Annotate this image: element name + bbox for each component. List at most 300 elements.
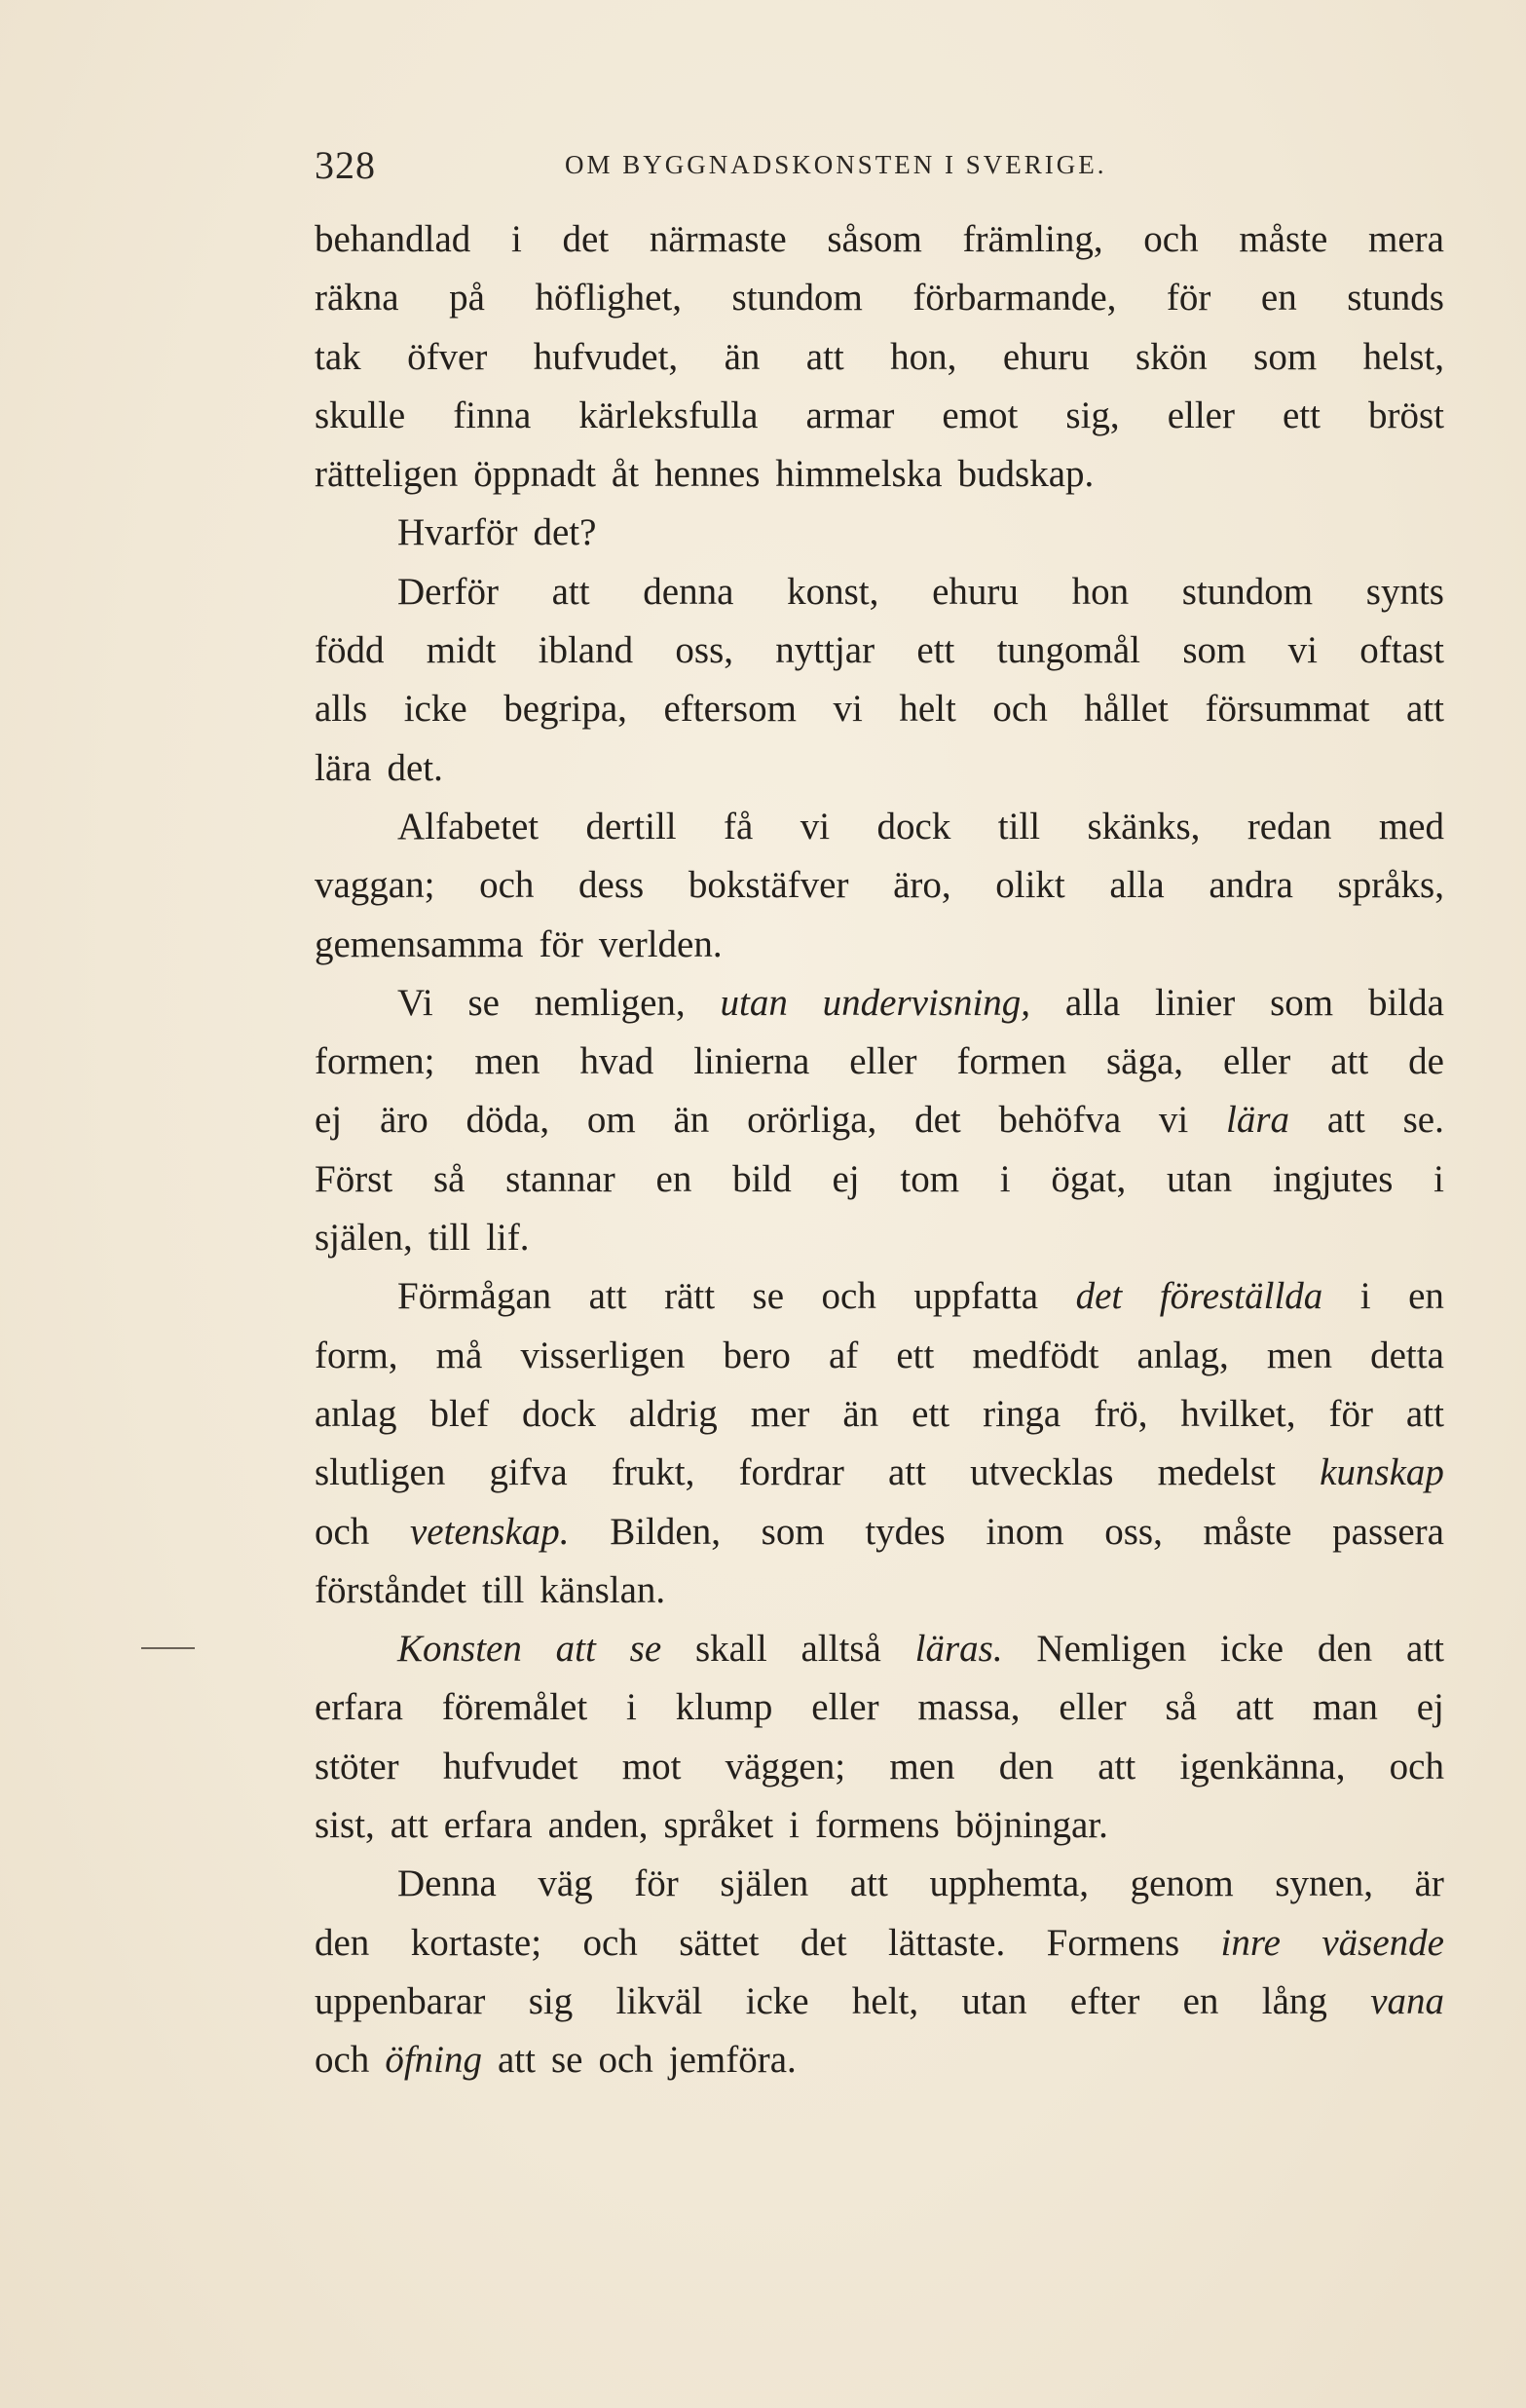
word: form, — [315, 1334, 398, 1376]
word: ett — [916, 629, 955, 672]
word: behöfva — [998, 1099, 1122, 1142]
word: formens — [815, 1804, 940, 1847]
word: eller — [1059, 1686, 1127, 1729]
word: de — [1408, 1040, 1444, 1083]
word: bokstäfver — [688, 864, 849, 907]
word: Hvarför — [397, 511, 518, 554]
word: att — [805, 335, 844, 378]
text-line — [315, 445, 1444, 504]
word: lång — [1261, 1979, 1327, 2022]
word: dock — [876, 805, 951, 847]
word: den — [998, 1745, 1054, 1787]
word: Först — [315, 1157, 393, 1200]
word: till — [997, 805, 1041, 847]
word: vi — [1287, 629, 1318, 672]
word: än — [673, 1099, 710, 1142]
text-line — [315, 328, 1444, 387]
word: Bilden, — [610, 1510, 721, 1553]
word: mot — [621, 1745, 682, 1787]
word: tungomål — [996, 629, 1141, 672]
word: hållet — [1084, 688, 1169, 731]
text-line — [315, 563, 1444, 621]
word: emot — [942, 394, 1019, 436]
italic-word: föreställda — [1159, 1275, 1323, 1318]
word: om — [586, 1099, 636, 1142]
word: anlag — [315, 1392, 397, 1435]
text-line — [315, 210, 1444, 269]
word: frö, — [1094, 1392, 1148, 1435]
word: ett — [896, 1334, 935, 1376]
italic-word: väsende — [1321, 1921, 1444, 1964]
word: som — [1182, 629, 1247, 672]
word: själen, — [315, 1217, 413, 1260]
word: försummat — [1205, 688, 1370, 731]
word: en — [1260, 277, 1297, 320]
word: som — [1270, 981, 1334, 1024]
text-line — [315, 1267, 1444, 1326]
word: sig — [528, 1979, 574, 2022]
word: att — [1326, 1099, 1365, 1142]
word: se. — [1402, 1099, 1444, 1142]
word: stunds — [1347, 277, 1444, 320]
italic-word: undervisning, — [822, 981, 1031, 1024]
word: erfara — [443, 1804, 533, 1847]
word: och — [992, 688, 1048, 731]
word: slutligen — [315, 1451, 446, 1494]
word: är — [1414, 1862, 1444, 1905]
word: alla — [1109, 864, 1165, 907]
word: dertill — [585, 805, 677, 847]
word: med — [1378, 805, 1444, 847]
text-line — [315, 1503, 1444, 1561]
italic-word: Konsten — [397, 1628, 522, 1671]
word: född — [315, 629, 385, 672]
word: medelst — [1157, 1451, 1276, 1494]
word: ej — [315, 1099, 343, 1142]
word: skön — [1135, 335, 1208, 378]
word: den — [315, 1921, 370, 1964]
word: och — [1389, 1745, 1444, 1787]
word: eftersom — [663, 688, 797, 731]
word: döda, — [465, 1099, 550, 1142]
word: himmelska — [775, 453, 943, 496]
word: hvad — [579, 1040, 654, 1083]
word: äro — [379, 1099, 428, 1142]
word: finna — [453, 394, 532, 436]
text-line — [315, 1444, 1444, 1502]
word: och — [479, 864, 535, 907]
word: bilda — [1367, 981, 1444, 1024]
word: det — [562, 218, 610, 260]
text-line — [315, 2031, 1444, 2089]
word: upphemta, — [929, 1862, 1089, 1905]
word: sättet — [679, 1921, 760, 1964]
text-line — [315, 1678, 1444, 1737]
word: olikt — [995, 864, 1065, 907]
word: att — [1405, 1392, 1444, 1435]
word: rätt — [664, 1275, 716, 1318]
text-line — [315, 798, 1444, 856]
word: dock — [522, 1392, 596, 1435]
word: en — [655, 1157, 692, 1200]
word: orörliga, — [747, 1099, 877, 1142]
text-line — [315, 856, 1444, 915]
italic-word: vetenskap. — [410, 1510, 570, 1553]
word: oss, — [675, 629, 733, 672]
word: blef — [429, 1392, 490, 1435]
word: alltså — [800, 1628, 881, 1671]
word: andra — [1209, 864, 1293, 907]
word: att — [1330, 1040, 1369, 1083]
word: tydes — [865, 1510, 946, 1553]
word: åt — [611, 453, 640, 496]
text-line — [315, 504, 1444, 562]
word: och — [315, 1510, 370, 1553]
word: det? — [533, 511, 597, 554]
italic-word: inre — [1220, 1921, 1281, 1964]
word: ett — [1282, 394, 1321, 436]
word: utan — [961, 1979, 1027, 2022]
word: mera — [1367, 218, 1444, 260]
word: för — [634, 1862, 679, 1905]
word: måste — [1239, 218, 1328, 260]
word: för — [539, 922, 583, 965]
word: efter — [1069, 1979, 1140, 2022]
word: Nemligen — [1036, 1628, 1187, 1671]
word: verlden. — [598, 922, 723, 965]
word: böjningar. — [954, 1804, 1108, 1847]
word: så — [432, 1157, 465, 1200]
text-line — [315, 1973, 1444, 2031]
word: utan — [1167, 1157, 1233, 1200]
word: men — [889, 1745, 955, 1787]
word: anlag, — [1136, 1334, 1229, 1376]
word: att — [888, 1451, 926, 1494]
word: väg — [538, 1862, 593, 1905]
text-line — [315, 1327, 1444, 1385]
word: klump — [675, 1686, 773, 1729]
word: att — [1405, 688, 1444, 731]
word: räkna — [315, 277, 399, 320]
word: uppfatta — [913, 1275, 1039, 1318]
word: känslan. — [540, 1568, 666, 1611]
word: att — [588, 1275, 627, 1318]
word: genom — [1130, 1862, 1234, 1905]
italic-word: se — [629, 1628, 662, 1671]
word: redan — [1247, 805, 1332, 847]
word: språks, — [1337, 864, 1444, 907]
word: formen; — [315, 1040, 435, 1083]
word: Förmågan — [397, 1275, 552, 1318]
word: stundom — [1181, 570, 1314, 613]
word: vaggan; — [315, 864, 435, 907]
word: hvilket, — [1180, 1392, 1296, 1435]
word: måste — [1203, 1510, 1292, 1553]
word: synen, — [1275, 1862, 1374, 1905]
word: att — [1098, 1745, 1136, 1787]
word: ett — [912, 1392, 950, 1435]
word: alla — [1064, 981, 1121, 1024]
word: Formens — [1046, 1921, 1180, 1964]
text-line — [315, 1033, 1444, 1091]
word: eller — [1222, 1040, 1291, 1083]
word: främling, — [962, 218, 1103, 260]
text-line — [315, 387, 1444, 445]
text-line — [315, 1385, 1444, 1444]
word: frukt, — [611, 1451, 695, 1494]
word: hennes — [654, 453, 761, 496]
word: få — [724, 805, 754, 847]
word: hufvudet — [442, 1745, 578, 1787]
italic-word: kunskap — [1320, 1451, 1444, 1494]
word: behandlad — [315, 218, 471, 260]
word: se — [467, 981, 500, 1024]
word: visserligen — [520, 1334, 686, 1376]
word: icke — [745, 1979, 809, 2022]
word: erfara — [315, 1686, 403, 1729]
italic-word: läras. — [914, 1628, 1003, 1671]
word: medfödt — [972, 1334, 1099, 1376]
word: linier — [1154, 981, 1236, 1024]
word: stöter — [315, 1745, 399, 1787]
word: nemligen, — [534, 981, 686, 1024]
word: budskap. — [957, 453, 1095, 496]
word: af — [828, 1334, 859, 1376]
word: utvecklas — [970, 1451, 1114, 1494]
word: Denna — [397, 1862, 497, 1905]
word: en — [1408, 1275, 1444, 1318]
italic-word: det — [1075, 1275, 1123, 1318]
word: det — [800, 1921, 847, 1964]
italic-word: utan — [720, 981, 788, 1024]
text-line — [315, 1855, 1444, 1913]
word: föremålet — [441, 1686, 588, 1729]
word: skulle — [315, 394, 406, 436]
word: ej — [1416, 1686, 1444, 1729]
word: men — [474, 1040, 540, 1083]
word: rätteligen — [315, 453, 459, 496]
word: igenkänna, — [1179, 1745, 1346, 1787]
word: att — [1235, 1686, 1274, 1729]
word: nyttjar — [775, 629, 875, 672]
word: detta — [1370, 1334, 1444, 1376]
word: bild — [732, 1157, 792, 1200]
word: uppenbarar — [315, 1979, 486, 2022]
word: inom — [986, 1510, 1064, 1553]
word: alls — [315, 688, 368, 731]
word: till — [428, 1217, 471, 1260]
text-line — [315, 1914, 1444, 1973]
word: öfver — [407, 335, 488, 378]
word: mer — [750, 1392, 810, 1435]
word: skänks, — [1087, 805, 1201, 847]
word: linierna — [693, 1040, 810, 1083]
word: för — [1328, 1392, 1373, 1435]
word: än — [724, 335, 761, 378]
word: sist, — [315, 1804, 375, 1847]
word: och — [315, 2039, 370, 2082]
word: helst, — [1362, 335, 1444, 378]
word: gifva — [489, 1451, 568, 1494]
word: oftast — [1359, 629, 1444, 672]
word: likväl — [615, 1979, 703, 2022]
word: vi — [1158, 1099, 1189, 1142]
word: i — [1359, 1275, 1371, 1318]
word: lära — [315, 746, 372, 789]
word: man — [1312, 1686, 1378, 1729]
word: dess — [578, 864, 645, 907]
word: det. — [387, 746, 443, 789]
word: så — [1165, 1686, 1197, 1729]
word: kortaste; — [410, 1921, 542, 1964]
word: för — [1166, 277, 1211, 320]
text-line — [315, 739, 1444, 798]
word: än — [842, 1392, 879, 1435]
word: närmaste — [649, 218, 787, 260]
word: formen — [956, 1040, 1067, 1083]
word: språket — [663, 1804, 774, 1847]
word: säga, — [1106, 1040, 1184, 1083]
text-line — [315, 269, 1444, 327]
word: fordrar — [738, 1451, 844, 1494]
word: såsom — [827, 218, 922, 260]
word: icke — [403, 688, 467, 731]
word: ögat, — [1051, 1157, 1127, 1200]
text-line — [315, 680, 1444, 738]
word: tom — [900, 1157, 960, 1200]
word: hufvudet, — [533, 335, 679, 378]
word: helt, — [851, 1979, 919, 2022]
word: det — [914, 1099, 961, 1142]
word: Derför — [397, 570, 499, 613]
italic-word: lära — [1226, 1099, 1290, 1142]
word: att — [497, 2039, 536, 2082]
text-line — [315, 916, 1444, 974]
italic-word: vana — [1370, 1979, 1444, 2022]
word: i — [999, 1157, 1011, 1200]
word: sig, — [1065, 394, 1120, 436]
word: ej — [832, 1157, 860, 1200]
word: ehuru — [1002, 335, 1090, 378]
text-line — [315, 1561, 1444, 1620]
word: skall — [695, 1628, 767, 1671]
word: synts — [1365, 570, 1444, 613]
word: förbarmande, — [912, 277, 1117, 320]
word: men — [1266, 1334, 1333, 1376]
word: vi — [833, 688, 863, 731]
word: och — [821, 1275, 876, 1318]
word: anden, — [547, 1804, 649, 1847]
word: stannar — [505, 1157, 615, 1200]
word: öppnadt — [473, 453, 596, 496]
text-line — [315, 1209, 1444, 1267]
word: armar — [805, 394, 895, 436]
word: aldrig — [628, 1392, 718, 1435]
word: begripa, — [503, 688, 627, 731]
word: ringa — [983, 1392, 1061, 1435]
word: Alfabetet — [397, 805, 540, 847]
word: och — [1143, 218, 1199, 260]
text-line — [315, 621, 1444, 680]
word: bröst — [1367, 394, 1444, 436]
word: ehuru — [932, 570, 1019, 613]
word: och — [598, 2039, 653, 2082]
word: väggen; — [725, 1745, 846, 1787]
word: passera — [1332, 1510, 1444, 1553]
word: att — [1405, 1628, 1444, 1671]
word: den — [1317, 1628, 1373, 1671]
text-line — [315, 974, 1444, 1033]
word: vi — [800, 805, 831, 847]
word: till — [481, 1568, 525, 1611]
word: som — [761, 1510, 825, 1553]
word: denna — [643, 570, 734, 613]
word: i — [789, 1804, 800, 1847]
word: bero — [723, 1334, 791, 1376]
text-line — [315, 1091, 1444, 1149]
word: att — [551, 570, 590, 613]
text-line — [315, 1796, 1444, 1855]
running-title: OM BYGGNADSKONSTEN I SVERIGE. — [565, 150, 1107, 179]
word: ingjutes — [1272, 1157, 1394, 1200]
body-text — [315, 210, 1444, 2090]
word: eller — [849, 1040, 917, 1083]
word: äro, — [893, 864, 951, 907]
word: lättaste. — [888, 1921, 1006, 1964]
text-line — [315, 1620, 1444, 1678]
word: i — [626, 1686, 637, 1729]
word: och — [582, 1921, 638, 1964]
word: på — [449, 277, 485, 320]
word: icke — [1220, 1628, 1284, 1671]
italic-word: öfning — [385, 2039, 482, 2082]
word: jemföra. — [668, 2039, 797, 2082]
text-line — [315, 1150, 1444, 1209]
word: lif. — [486, 1217, 530, 1260]
word: må — [435, 1334, 483, 1376]
word: hon — [1071, 570, 1130, 613]
word: gemensamma — [315, 922, 524, 965]
word: att — [849, 1862, 888, 1905]
word: konst, — [787, 570, 879, 613]
word: eller — [811, 1686, 879, 1729]
page-header — [315, 136, 1191, 195]
word: i — [510, 218, 522, 260]
word: i — [1433, 1157, 1444, 1200]
word: tak — [315, 335, 361, 378]
margin-pencil-mark — [141, 1647, 195, 1649]
word: midt — [426, 629, 497, 672]
word: hon, — [890, 335, 957, 378]
word: som — [1253, 335, 1318, 378]
word: förståndet — [315, 1568, 466, 1611]
word: en — [1182, 1979, 1219, 2022]
word: eller — [1167, 394, 1235, 436]
word: ibland — [538, 629, 634, 672]
word: helt — [899, 688, 956, 731]
word: massa, — [917, 1686, 1021, 1729]
word: att — [390, 1804, 428, 1847]
italic-word: att — [555, 1628, 596, 1671]
word: Vi — [397, 981, 433, 1024]
word: se — [550, 2039, 583, 2082]
word: se — [752, 1275, 785, 1318]
word: stundom — [731, 277, 863, 320]
page-number: 328 — [315, 143, 376, 187]
word: kärleksfulla — [578, 394, 759, 436]
word: höflighet, — [535, 277, 683, 320]
word: oss, — [1104, 1510, 1163, 1553]
